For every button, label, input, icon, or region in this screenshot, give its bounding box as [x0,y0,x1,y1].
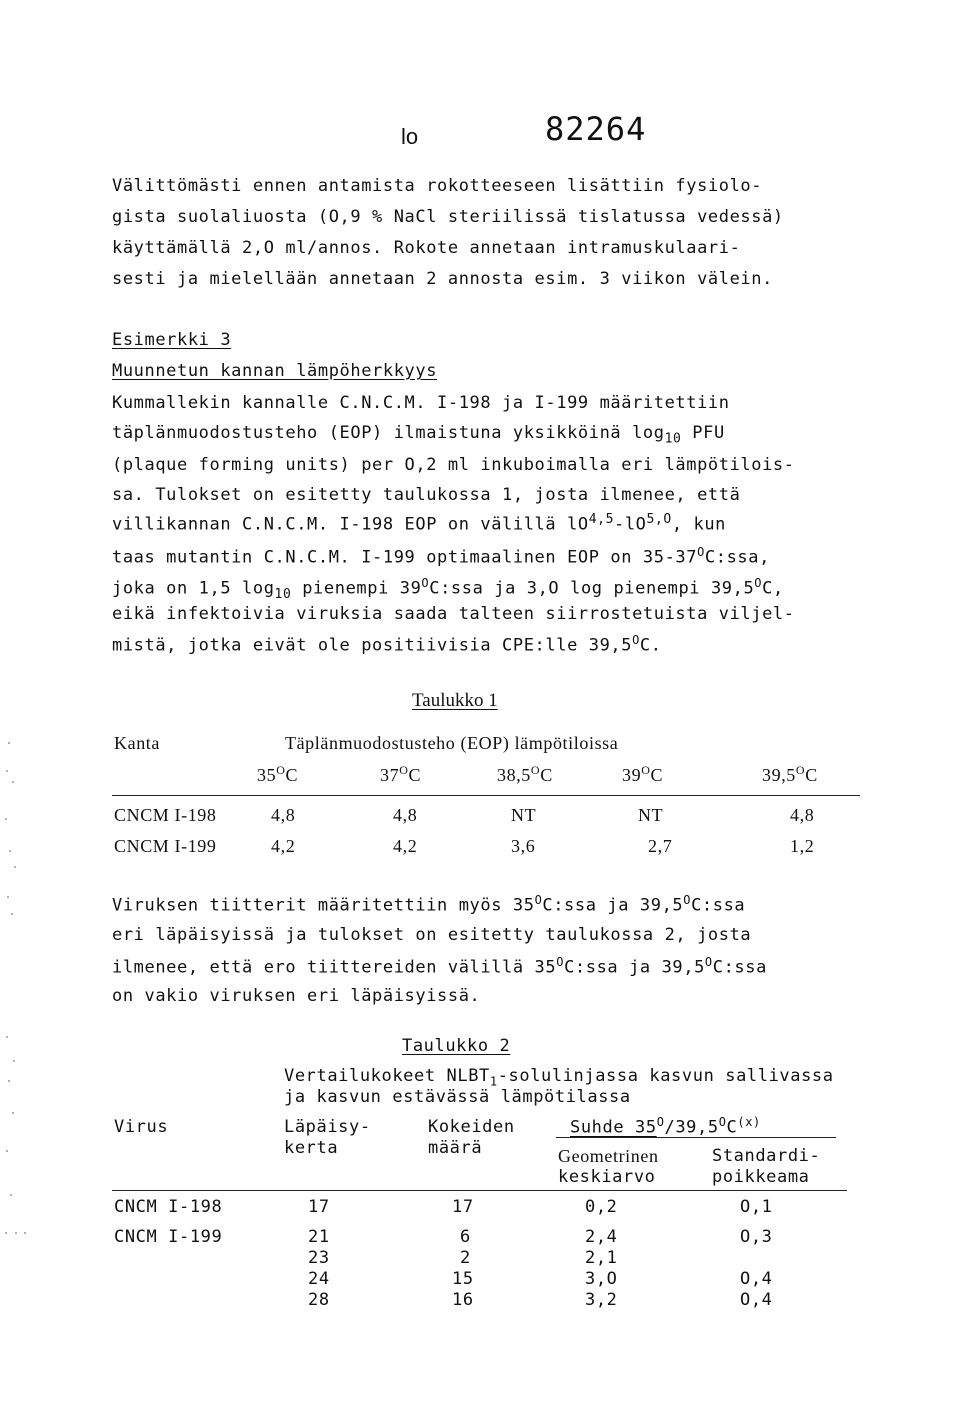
table-cell: 24 [308,1269,330,1289]
superscript: O [795,763,806,777]
example-subheading: Muunnetun kannan lämpöherkkyys [112,361,438,381]
superscript: O [754,576,763,590]
text-span: C [726,1117,738,1138]
scan-speck [9,850,11,852]
text-line: Kummallekin kannalle C.N.C.M. I-198 ja I-199 määritettiin [112,393,730,413]
temp-header [497,763,553,786]
text-line: gista suolaliuosta (O,9 % NaCl steriilissä tislatussa vedessä) [112,207,784,227]
table-cell: 4,8 [790,805,815,825]
text-span: /39,5 [664,1117,719,1138]
text-span: C. [639,635,662,656]
table-cell: O,4 [740,1269,773,1289]
table-cell: O,1 [740,1197,773,1217]
text-span: Suhde 35 [570,1117,657,1138]
text-line [112,955,767,978]
text-span: pienempi 39 [291,578,422,599]
table-cell: 4,8 [393,805,418,825]
table-cell: 17 [308,1197,330,1217]
superscript: O [276,763,286,777]
column-header-stddev: poikkeama [712,1167,810,1187]
text-span: C [805,765,818,785]
table-cell: 0,2 [585,1197,618,1217]
text-span: taas mutantin C.N.C.M. I-199 optimaalinen EOP on 35-37 [112,547,698,568]
scan-speck [12,781,14,783]
text-span: C:ssa ja 39,5 [542,895,684,916]
text-line [112,633,662,656]
temp-header [257,763,298,786]
text-span: 37 [380,765,400,785]
table-cell: 28 [308,1290,330,1310]
column-header-geomean: Geometrinen [558,1146,659,1166]
superscript: O [683,893,692,907]
scan-speck [6,1150,8,1152]
text-span: C, [762,578,784,599]
text-span: villikannan C.N.C.M. I-198 EOP on välillä lO [112,514,589,535]
table-cell: O,4 [740,1290,773,1310]
text-span: C:ssa ja 39,5 [564,957,705,978]
superscript: O [632,633,640,647]
table-cell: NT [638,805,664,825]
table-cell: 2,1 [585,1248,618,1268]
text-span: C [540,765,553,785]
text-line: sesti ja mielellään annetaan 2 annosta esim. 3 viikon välein. [112,269,773,289]
table-cell: 4,2 [271,836,296,856]
text-span: PFU [681,423,725,443]
column-header-eop: Täplänmuodostusteho (EOP) lämpötiloissa [285,733,619,753]
text-line: on vakio viruksen eri läpäisyissä. [112,986,481,1006]
table-cell: 3,O [585,1269,618,1289]
column-header-passage: kerta [284,1138,339,1158]
text-line: (plaque forming units) per O,2 ml inkuboimalla eri lämpötilois- [112,455,795,475]
text-span: C:ssa [712,957,767,978]
scan-speck [24,1232,26,1234]
scan-speck [5,1232,7,1234]
scan-speck [6,770,8,772]
row-strain: CNCM I-198 [114,805,217,825]
table-cell: 4,8 [271,805,296,825]
text-span: C [650,765,664,785]
text-span: C:ssa, [704,547,770,568]
column-header-geomean: keskiarvo [558,1167,656,1187]
text-line: eikä infektoivia viruksia saada talteen siirrostetuista viljel- [112,604,795,624]
text-span: joka on 1,5 log [112,578,275,599]
text-span: C:ssa ja 3,O log pienempi 39,5 [429,578,755,599]
text-span: Viruksen tiitterit määritettiin myös 35 [112,895,535,916]
table-cell: O,3 [740,1227,773,1247]
column-header-stddev: Standardi- [712,1146,821,1166]
superscript: O [697,545,705,559]
superscript: O [556,955,565,969]
text-span: , kun [671,514,726,535]
page-number: lo [401,124,419,149]
text-span: -solulinjassa kasvun sallivassa [497,1066,834,1086]
document-number: 82264 [545,110,647,148]
superscript: 5,O [646,512,672,527]
table-cell: NT [511,805,537,825]
text-line [112,423,725,446]
text-line [112,545,770,568]
column-header-count: määrä [428,1138,483,1158]
table-cell: 3,2 [585,1290,618,1310]
text-span: ilmenee, että ero tiittereiden välillä 35 [112,957,557,978]
superscript: O [718,1115,727,1129]
scan-speck [8,1080,10,1082]
column-header-strain: Kanta [114,733,160,753]
superscript: O [534,893,543,907]
table-cell: 23 [308,1248,330,1268]
subscript: 10 [664,431,682,447]
text-line: sa. Tulokset on esitetty taulukossa 1, josta ilmenee, että [112,485,741,505]
table-rule [112,1190,847,1191]
text-span: C [408,765,422,785]
table-cell: 4,2 [393,836,418,856]
text-span: 39 [622,765,642,785]
row-strain: CNCM I-199 [114,836,217,856]
scan-speck [12,1112,14,1114]
row-virus: CNCM I-199 [114,1227,223,1247]
scan-speck [13,1060,15,1062]
footnote-marker: (x) [737,1115,761,1129]
table-title: Taulukko 2 [402,1036,511,1056]
scan-speck [11,913,13,915]
scan-speck [6,1036,8,1038]
superscript: O [530,763,541,777]
table-cell: 21 [308,1227,330,1247]
superscript: O [704,955,713,969]
superscript: O [641,763,651,777]
column-header-virus: Virus [114,1117,169,1137]
text-line [112,512,726,535]
table-title: Taulukko 1 [412,690,498,711]
text-line: käyttämällä 2,O ml/annos. Rokote annetaan intramuskulaari- [112,238,741,258]
text-line: Välittömästi ennen antamista rokotteeseen lisättiin fysiolo- [112,176,763,196]
table-cell: 6 [460,1227,471,1247]
table-cell: 2,7 [648,836,673,856]
header-rule [556,1137,836,1138]
superscript: O [421,576,430,590]
text-line: eri läpäisyissä ja tulokset on esitetty taulukossa 2, josta [112,925,752,945]
table-cell: 2 [460,1248,471,1268]
text-span: mistä, jotka eivät ole positiivisia CPE:lle 39,5 [112,635,633,656]
column-header-count: Kokeiden [428,1117,515,1137]
table-cell: 15 [452,1269,474,1289]
temp-header [762,763,818,786]
table-cell: 3,6 [511,836,536,856]
scan-speck [15,1232,17,1234]
column-header-ratio [570,1115,761,1138]
scan-speck [14,866,16,868]
superscript: O [399,763,409,777]
text-span: 35 [257,765,277,785]
text-line [112,576,784,602]
row-virus: CNCM I-198 [114,1197,223,1217]
table-cell: 2,4 [585,1227,618,1247]
table-caption: ja kasvun estävässä lämpötilassa [284,1087,631,1107]
text-span: C [285,765,299,785]
text-span: 39,5 [762,765,796,785]
text-span: täplänmuodostusteho (EOP) ilmaistuna yksikköinä log [112,423,665,443]
superscript: 4,5 [588,512,615,527]
table-cell: 1,2 [790,836,815,856]
scan-speck [10,1194,12,1196]
subscript: 10 [274,587,292,603]
table-rule [112,795,860,796]
text-span: -lO [614,514,647,535]
text-line [112,893,745,916]
table-caption [284,1066,834,1088]
table-cell: 16 [452,1290,474,1310]
example-heading: Esimerkki 3 [112,330,232,350]
scan-speck [7,896,9,898]
text-span: Vertailukokeet NLBT [284,1066,490,1086]
superscript: O [656,1115,665,1129]
text-span: C:ssa [691,895,746,916]
text-span: 38,5 [497,765,531,785]
scan-speck [8,742,10,744]
subscript: 1 [489,1074,498,1089]
temp-header [380,763,421,786]
table-cell: 17 [452,1197,474,1217]
scan-speck [5,818,7,820]
temp-header [622,763,663,786]
column-header-passage: Läpäisy- [284,1117,371,1137]
